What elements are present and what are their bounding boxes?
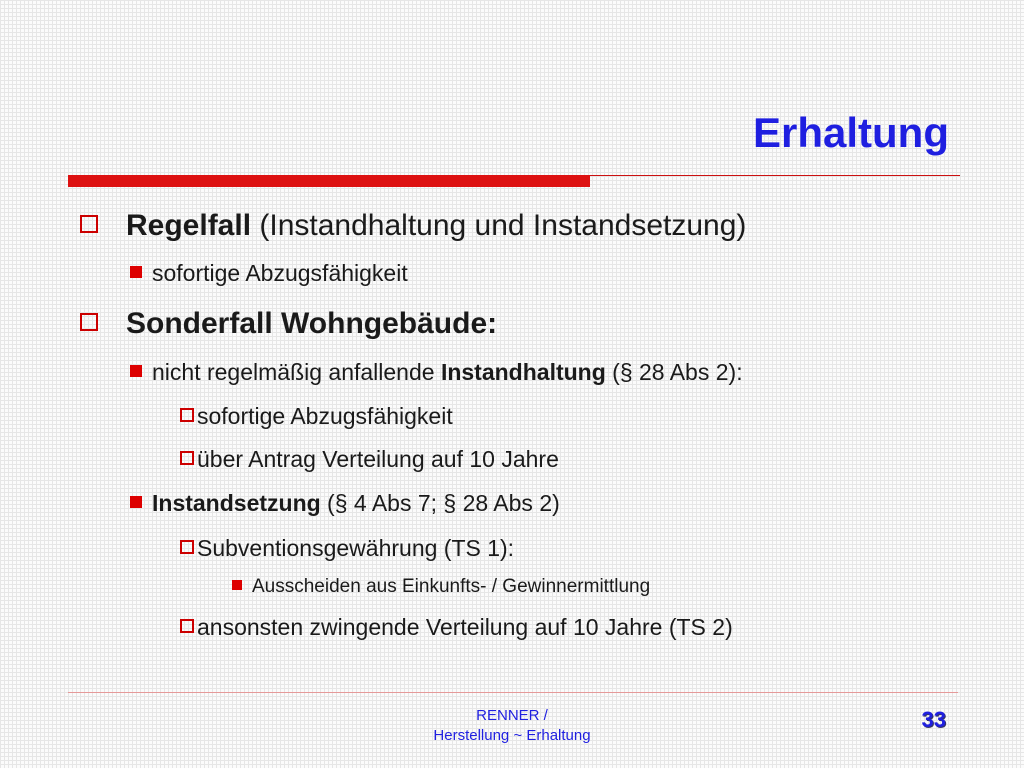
bullet-bold-text: Instandsetzung [152, 490, 321, 516]
bullet-text: über Antrag Verteilung auf 10 Jahre [197, 446, 559, 472]
bullet-text-post: (§ 28 Abs 2): [605, 359, 743, 385]
bullet-text-post: (§ 4 Abs 7; § 28 Abs 2) [320, 490, 560, 516]
filled-square-icon [130, 496, 142, 508]
bullet-text: sofortige Abzugsfähigkeit [197, 403, 453, 429]
hollow-square-icon [180, 540, 194, 554]
slide-title: Erhaltung [753, 109, 949, 156]
bullet-ueber-antrag [180, 448, 559, 471]
bullet-nicht-regelmaessig [130, 361, 743, 384]
bullet-text: Subventionsgewährung (TS 1): [197, 535, 515, 561]
bullet-subventionsgewaehrung [180, 537, 514, 560]
bullet-ansonsten [180, 616, 733, 639]
hollow-square-icon [180, 408, 194, 422]
footer-divider [68, 692, 958, 693]
bullet-bold-text: Instandhaltung [440, 359, 606, 385]
footer-caption [362, 706, 662, 746]
bullet-text-pre: nicht regelmäßig anfallende [152, 359, 441, 385]
hollow-square-icon [180, 451, 194, 465]
bullet-ausscheiden [232, 577, 650, 596]
filled-square-icon [232, 580, 242, 590]
filled-square-icon [130, 266, 142, 278]
hollow-square-icon [80, 215, 98, 233]
page-number: 33 [921, 707, 946, 732]
bullet-sonderfall-wohngebaeude [80, 309, 497, 339]
bullet-bold-text: Sonderfall Wohngebäude: [126, 307, 498, 340]
bullet-text: ansonsten zwingende Verteilung auf 10 Jahre (TS 2) [197, 614, 733, 640]
footer-author: RENNER / [476, 707, 548, 724]
bullet-regelfall [80, 211, 746, 241]
bullet-text: Ausscheiden aus Einkunfts- / Gewinnermittlung [252, 576, 651, 597]
bullet-sofortige-abzugsfaehigkeit-2 [180, 405, 453, 428]
filled-square-icon [130, 365, 142, 377]
bullet-instandsetzung [130, 492, 560, 515]
bullet-text: sofortige Abzugsfähigkeit [152, 260, 408, 286]
bullet-text: (Instandhaltung und Instandsetzung) [251, 209, 747, 242]
footer-subtitle: Herstellung ~ Erhaltung [433, 727, 591, 744]
hollow-square-icon [180, 619, 194, 633]
bullet-sofortige-abzugsfaehigkeit [130, 262, 408, 285]
bullet-bold-text: Regelfall [126, 209, 252, 242]
hollow-square-icon [80, 313, 98, 331]
